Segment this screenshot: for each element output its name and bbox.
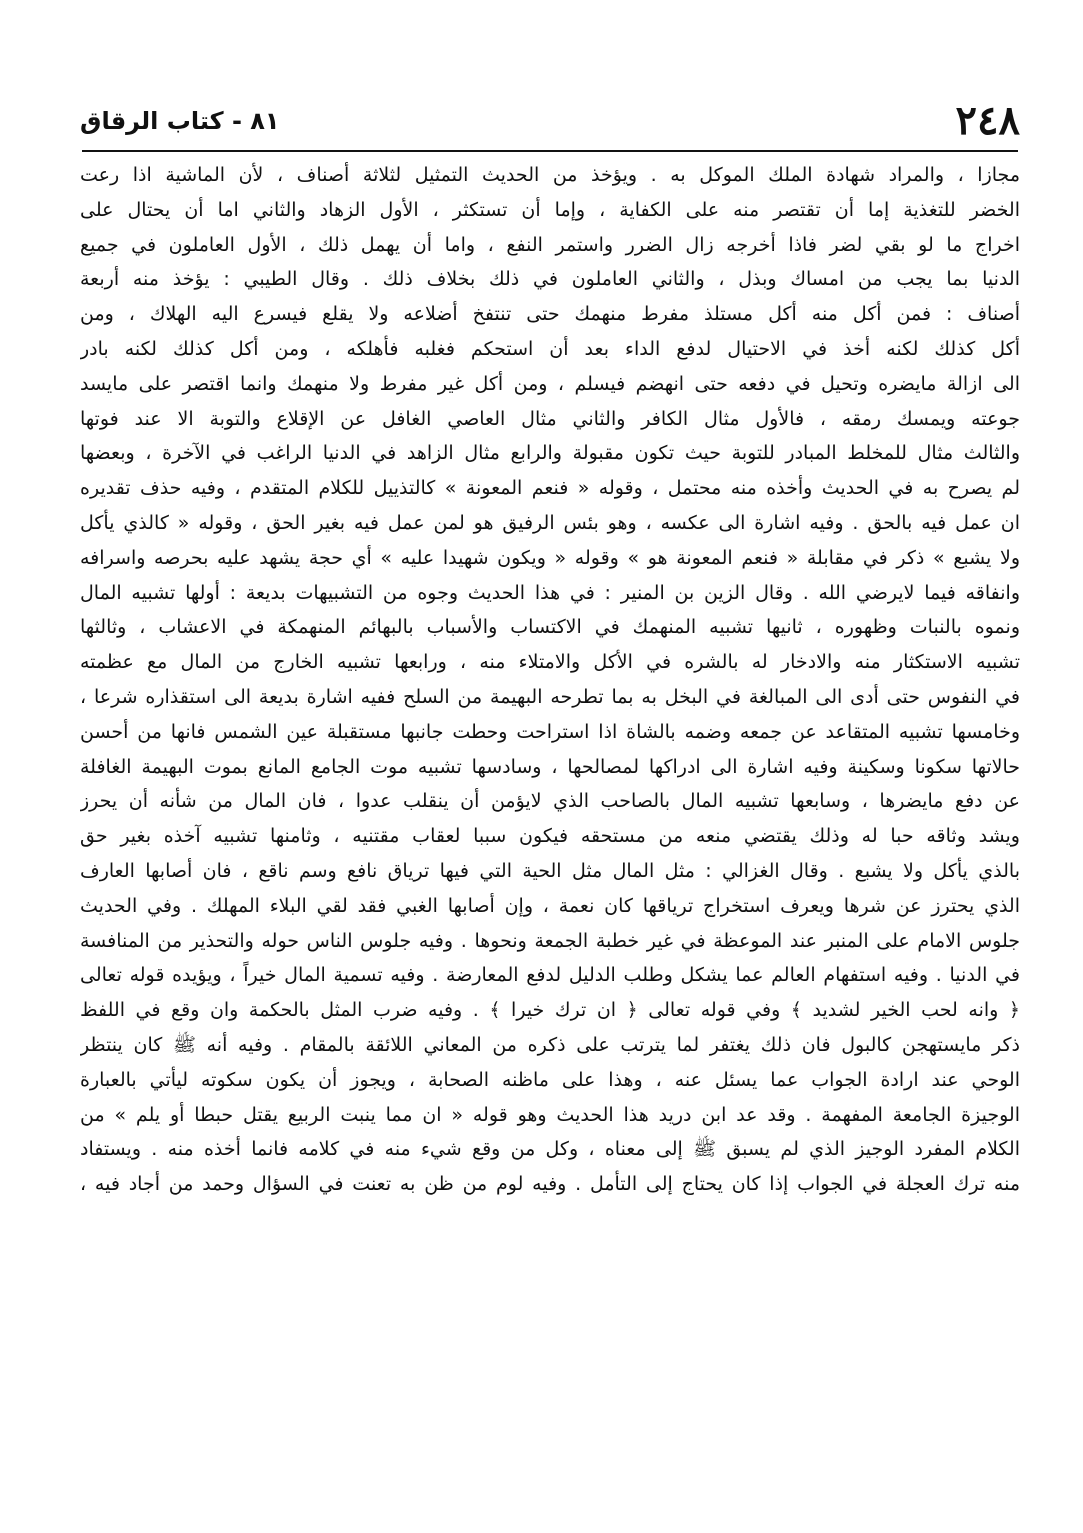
header-rule — [82, 150, 1018, 152]
text-line — [80, 1341, 1020, 1376]
text-line — [80, 1376, 1020, 1411]
text-line: والثالث مثال للمخلط المبادر للتوبة حيث تكون مقبولة والرابع مثال الزاهد في الدنيا الراغب في الآخرة ، وبعضها — [80, 442, 1020, 465]
text-line: ذكر مايستهجن كالبول فان ذلك يغتفر لما يترتب على ذكره من المعاني اللائقة بالمقام . وفيه أنه ﷺ كان ينتظر — [80, 1033, 1020, 1056]
text-line — [80, 1445, 1020, 1480]
text-line: منه ترك العجلة في الجواب إذا كان يحتاج إلى التأمل . وفيه لوم من ظن به تعنت في السؤال وحمد من أجاد فيه ، — [80, 1173, 1020, 1196]
text-line: الدنيا بما يجب من امساك وبذل ، والثاني العاملون في ذلك بخلاف ذلك . وقال الطيبي : يؤخذ منه أربعة — [80, 268, 1020, 291]
text-line: وانفاقه فيما لايرضي الله . وقال الزين بن المنير : في هذا الحديث وجوه من التشبيهات بديعة : أولها تشبيه المال — [80, 581, 1020, 604]
text-line — [80, 1237, 1020, 1272]
text-line: ويشد وثاقه حبا له وذلك يقتضي منعه من مستحقه فيكون سببا لعقاب مقتنيه ، وثامنها تشبيه آخذه بغير حق — [80, 825, 1020, 848]
text-line: بالذي يأكل ولا يشبع . وقال الغزالي : مثل المال مثل الحية التي فيها ترياق نافع وسم ناقع ، فان أصابها العارف — [80, 859, 1020, 882]
text-line: الوحي عند ارادة الجواب عما يسئل عنه ، وهذا على ماظنه الصحابة ، ويجوز أن يكون سكوته ليأتي بالعبارة — [80, 1068, 1020, 1091]
page-header — [80, 98, 1020, 144]
text-line: الكلام المفرد الوجيز الذي لم يسبق ﷺ إلى معناه ، وكل من وقع شيء منه في كلامه فانما أخذه منه . ويستفاد — [80, 1138, 1020, 1161]
text-line: الخضر للتغذية إما أن تقتصر منه على الكفاية ، وإما أن تستكثر ، الأول الزهاد والثاني اما أن يحتال على — [80, 198, 1020, 221]
text-line — [80, 1202, 1020, 1237]
text-line: ولا يشبع » ذكر في مقابلة « فنعم المعونة هو » وقوله « ويكون شهيدا عليه » أي حجة يشهد عليه بحرصه واسرافه — [80, 546, 1020, 569]
text-line: الوجيزة الجامعة المفهمة . وقد عد ابن دريد هذا الحديث وهو قوله « ان مما ينبت الربيع يقتل حبطا أو يلم » من — [80, 1103, 1020, 1126]
text-line: لم يصرح به في الحديث وأخذه منه محتمل ، وقوله « فنعم المعونة » كالتذييل للكلام المتقدم ، وفيه حذف تقديره — [80, 477, 1020, 500]
text-line: الذي يحترز عن شرها ويعرف استخراج ترياقها كان نعمة ، وإن أصابها الغبي فقد لقي البلاء المهلك . وفي الحديث — [80, 894, 1020, 917]
text-line — [80, 1411, 1020, 1446]
text-line: حالاتها سكونا وسكينة وفيه اشارة الى ادراكها لمصالحها ، وسادسها تشبيه موت الجامع المانع بموت البهيمة الغافلة — [80, 755, 1020, 778]
body-text — [80, 158, 1020, 1480]
text-line: جوعته ويمسك رمقه ، فالأول مثال الكافر والثاني مثال العاصي الغافل عن الإقلاع والتوبة الا عند فوتها — [80, 407, 1020, 430]
text-line: ان عمل فيه بالحق . وفيه اشارة الى عكسه ، وهو بئس الرفيق هو لمن عمل فيه بغير الحق ، وقوله « كالذي يأكل — [80, 511, 1020, 534]
chapter-title: ٨١ - كتاب الرقاق — [80, 107, 280, 135]
text-line: وخامسها تشبيه المتقاعد عن جمعه وضمه بالشاة اذا استراحت وحطت جانبها مستقبلة عين الشمس فانها من أحسن — [80, 720, 1020, 743]
text-line: في الدنيا . وفيه استفهام العالم عما يشكل وطلب الدليل لدفع المعارضة . وفيه تسمية المال خيراً ، ويؤيده قوله تعالى — [80, 964, 1020, 987]
page-number: ٢٤٨ — [955, 97, 1020, 144]
text-line: مجازا ، والمراد شهادة الملك الموكل به . ويؤخذ من الحديث التمثيل لثلاثة أصناف ، لأن الماشية اذا رعت — [80, 164, 1020, 186]
text-line: جلوس الامام على المنبر عند الموعظة في غير خطبة الجمعة ونحوها . وفيه جلوس الناس حوله والتحذير من المنافسة — [80, 929, 1020, 952]
text-line — [80, 1306, 1020, 1341]
text-line: في النفوس حتى أدى الى المبالغة في البخل به بما تطرحه البهيمة من السلح ففيه اشارة بديعة الى استقذاره شرعا ، — [80, 685, 1020, 708]
text-line: الى ازالة مايضره وتحيل في دفعه حتى انهضم فيسلم ، ومن أكل غير مفرط ولا منهمك وانما اقتصر على مايسد — [80, 372, 1020, 395]
text-line — [80, 1272, 1020, 1307]
text-line: أصناف : فمن أكل منه أكل مستلذ مفرط منهمك حتى تنتفخ أضلاعه ولا يقلع فيسرع اليه الهلاك ، ومن — [80, 303, 1020, 326]
text-line: ونموه بالنبات وظهوره ، ثانيها تشبيه المنهمك في الاكتساب والأسباب بالبهائم المنهمكة في الاعشاب ، وثالثها — [80, 616, 1020, 639]
text-line: أكل كذلك لكنه أخذ في الاحتيال لدفع الداء بعد أن استحكم فغلبه فأهلكه ، ومن أكل كذلك لكنه بادر — [80, 337, 1020, 360]
text-line: تشبيه الاستكثار منه والادخار له بالشره في الأكل والامتلاء منه ، ورابعها تشبيه الخارج من المال مع عظمته — [80, 651, 1020, 674]
text-line: ﴿ وانه لحب الخير لشديد ﴾ وفي قوله تعالى ﴿ ان ترك خيرا ﴾ . وفيه ضرب المثل بالحكمة وان وقع في اللفظ — [80, 999, 1020, 1022]
text-line: عن دفع مايضرها ، وسابعها تشبيه المال بالصاحب الذي لايؤمن أن ينقلب عدوا ، فان المال من شأنه أن يحرز — [80, 790, 1020, 813]
text-line: اخراج ما لو بقي لضر فاذا أخرجه زال الضرر واستمر النفع ، واما أن يهمل ذلك ، الأول العاملون في جميع — [80, 233, 1020, 256]
